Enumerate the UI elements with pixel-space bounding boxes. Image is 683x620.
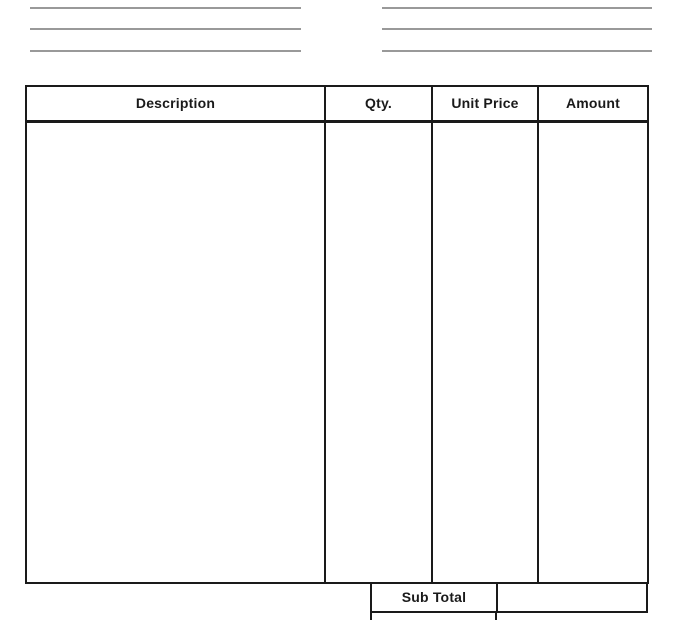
- body-cell-unit-price[interactable]: [433, 123, 537, 582]
- column-header-unit-price: Unit Price: [451, 95, 519, 111]
- column-header-description: Description: [135, 95, 216, 111]
- next-total-row-left-border-stub: [370, 613, 372, 620]
- subtotal-label: Sub Total: [401, 589, 467, 605]
- letterhead-line-left-2[interactable]: [30, 28, 301, 30]
- subtotal-row: [370, 582, 648, 613]
- subtotal-value[interactable]: [498, 584, 646, 611]
- letterhead-line-right-1[interactable]: [382, 7, 652, 9]
- line-items-table: [25, 85, 649, 584]
- next-total-row-divider-stub: [495, 613, 497, 620]
- table-header-row: [27, 87, 647, 123]
- body-cell-qty[interactable]: [326, 123, 431, 582]
- letterhead-line-left-1[interactable]: [30, 7, 301, 9]
- body-cell-amount[interactable]: [539, 123, 647, 582]
- column-header-amount: Amount: [565, 95, 621, 111]
- letterhead-line-left-3[interactable]: [30, 50, 301, 52]
- letterhead-line-right-3[interactable]: [382, 50, 652, 52]
- body-cell-description[interactable]: [27, 123, 324, 582]
- letterhead-line-right-2[interactable]: [382, 28, 652, 30]
- column-header-qty: Qty.: [365, 95, 392, 111]
